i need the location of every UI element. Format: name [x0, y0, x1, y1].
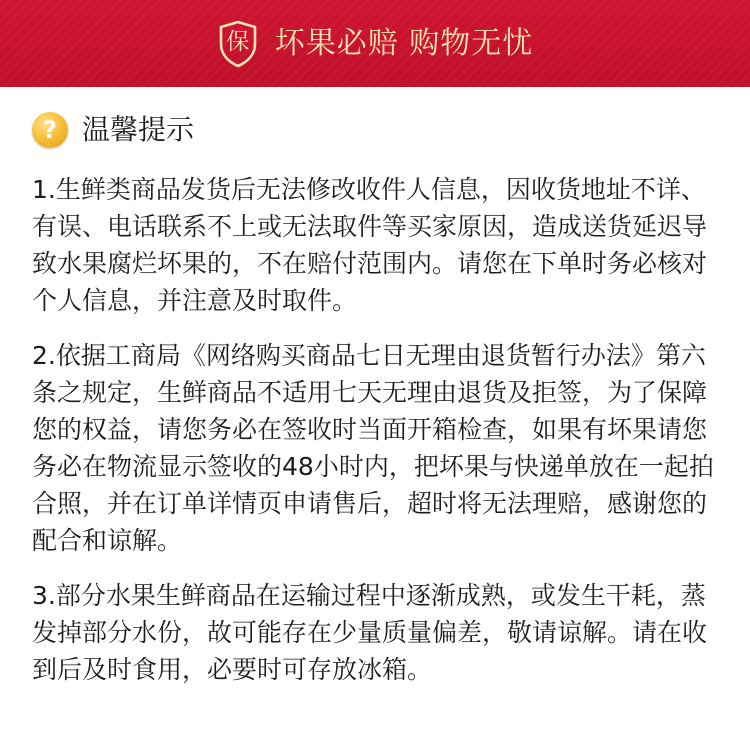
- question-icon: ?: [32, 112, 68, 148]
- banner-content: [0, 0, 750, 87]
- shield-badge-icon: [217, 20, 259, 68]
- notice-header: [32, 87, 722, 173]
- notice-paragraph-2: 2.依据工商局《网络购买商品七日无理由退货暂行办法》第六条之规定，生鲜商品不适用七天无理由退货及拒签，为了保障您的权益，请您务必在签收时当面开箱检查，如果有坏果请您务必在物流显示签收的48小时内，把坏果与快递单放在一起拍合照，并在订单详情页申请售后，超时将无法理赔，感谢您的配合和谅解。: [32, 341, 714, 555]
- notice-title: 温馨提示: [82, 113, 195, 146]
- notice-paragraph-1: 1.生鲜类商品发货后无法修改收件人信息，因收货地址不详、有误、电话联系不上或无法取件等买家原因，造成送货延迟导致水果腐烂坏果的，不在赔付范围内。请您在下单时务必核对个人信息，并注意及时取件。: [32, 175, 708, 315]
- shield-badge-char: 保: [226, 28, 250, 55]
- notice-section: [32, 87, 722, 688]
- notice-paragraph-3: 3.部分水果生鲜商品在运输过程中逐渐成熟，或发生干耗，蒸发掉部分水份，故可能存在少量质量偏差，敬请谅解。请在收到后及时食用，必要时可存放冰箱。: [32, 581, 708, 684]
- guarantee-banner: [0, 0, 750, 87]
- banner-title: 坏果必赔 购物无忧: [274, 25, 534, 61]
